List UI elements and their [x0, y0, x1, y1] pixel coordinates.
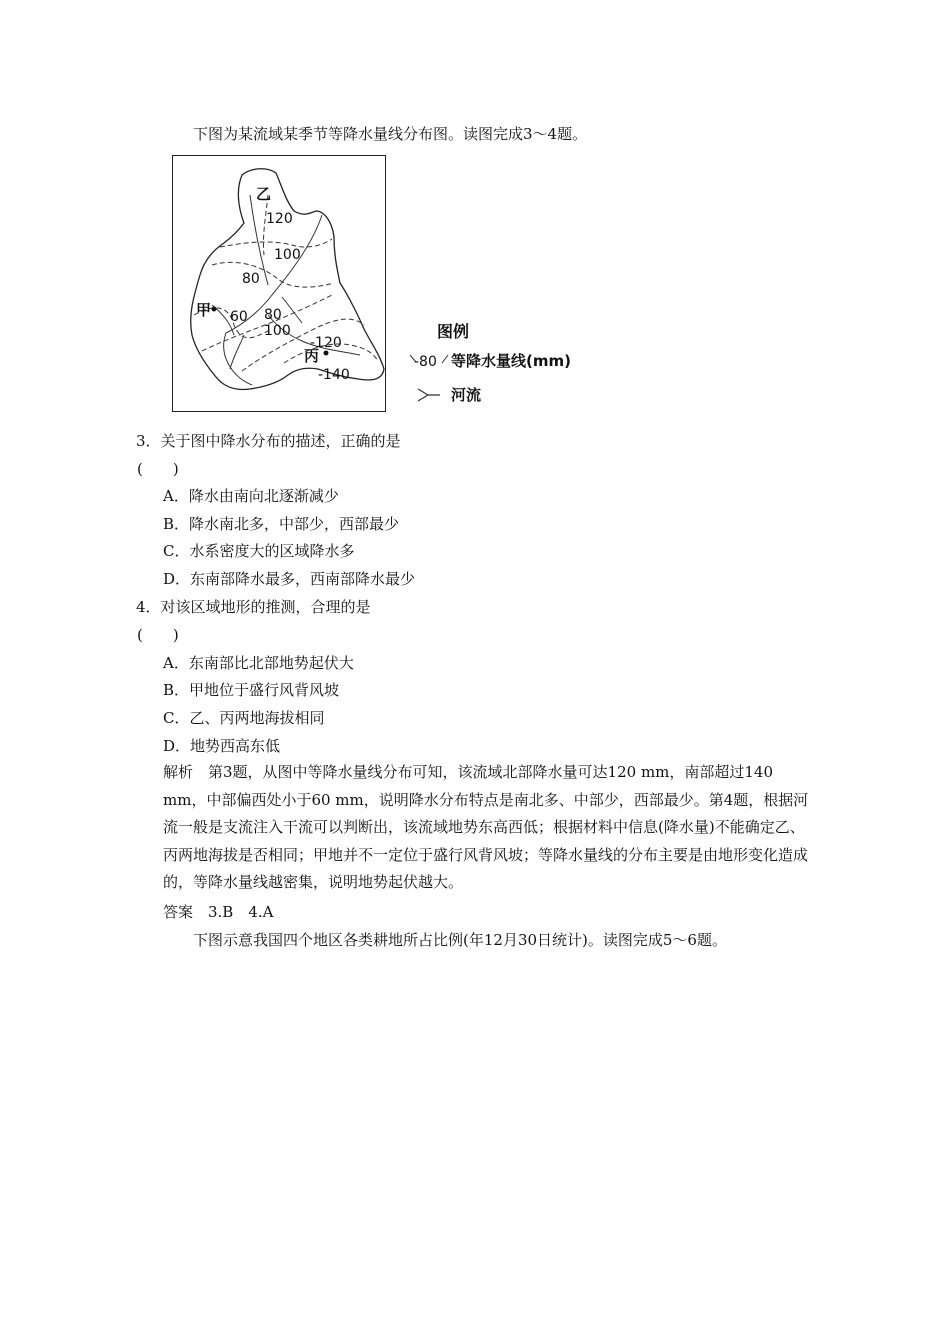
legend-river-icon	[418, 389, 440, 401]
label-bing: 丙	[304, 347, 320, 365]
question-4-option-d: D．地势西高东低	[163, 737, 281, 755]
label-iso-60: 60	[230, 309, 248, 325]
isoline-80-north	[212, 262, 334, 287]
bing-point	[324, 351, 329, 356]
legend-isoline-value: -80	[414, 354, 437, 370]
question-4-option-a: A．东南部比北部地势起伏大	[163, 654, 354, 672]
question-4-bracket: ( )	[137, 626, 179, 644]
label-iso-120-north: 120	[266, 211, 293, 227]
label-iso-100-north: 100	[274, 247, 301, 263]
question-3-option-c: C．水系密度大的区域降水多	[163, 542, 355, 560]
answer-line: 答案 3.B 4.A	[163, 903, 274, 921]
question-3-option-b: B．降水南北多，中部少，西部最少	[163, 515, 400, 533]
legend-isoline-label: 等降水量线(mm)	[451, 352, 571, 370]
label-iso-100-center: 100	[264, 323, 291, 339]
label-iso-80-north: 80	[242, 271, 260, 287]
label-iso-120-south: -120	[310, 335, 342, 351]
question-4-option-b: B．甲地位于盛行风背风坡	[163, 681, 340, 699]
label-iso-80-center: 80	[264, 307, 282, 323]
question-3-option-d: D．东南部降水最多，西南部降水最少	[163, 570, 416, 588]
isoline-100-north	[220, 239, 332, 247]
question-4-option-c: C．乙、丙两地海拔相同	[163, 709, 325, 727]
label-jia: 甲	[196, 301, 212, 319]
jia-point	[212, 307, 217, 312]
watershed-boundary	[191, 169, 384, 390]
legend-river-label: 河流	[451, 386, 482, 404]
watershed-map	[172, 155, 602, 417]
question-3-bracket: ( )	[137, 460, 179, 478]
question-3-option-a: A．降水由南向北逐渐减少	[163, 487, 339, 505]
river-branch-center	[282, 297, 302, 323]
river-branch-south	[230, 335, 244, 369]
legend-isoline-tick-right	[442, 355, 448, 363]
question-3-stem: 3．关于图中降水分布的描述，正确的是	[136, 432, 401, 450]
label-iso-140: -140	[318, 367, 350, 383]
isoline-100-center	[242, 319, 364, 371]
analysis-paragraph: 解析 第3题，从图中等降水量线分布可知，该流域北部降水量可达120 mm，南部超过140 mm，中部偏西处小于60 mm，说明降水分布特点是南北多、中部少，西部最少。第4题，根据河流一般是支流注入干流可以判断出，该流域地势东高西低；根据材料中信息(降水量)不能确定乙、丙两地海拔是否相同；甲地并不一定位于盛行风背风坡；等降水量线的分布主要是由地形变化造成的，等降水量线越密集，说明地势起伏越大。	[163, 763, 809, 891]
legend-title: 图例	[437, 322, 470, 341]
label-yi: 乙	[256, 185, 272, 203]
intro-3-4: 下图为某流域某季节等降水量线分布图。读图完成3～4题。	[193, 125, 588, 143]
question-4-stem: 4．对该区域地形的推测，合理的是	[136, 598, 371, 616]
intro-5-6: 下图示意我国四个地区各类耕地所占比例(年12月30日统计)。读图完成5～6题。	[193, 931, 727, 949]
precipitation-map-figure	[172, 155, 602, 417]
